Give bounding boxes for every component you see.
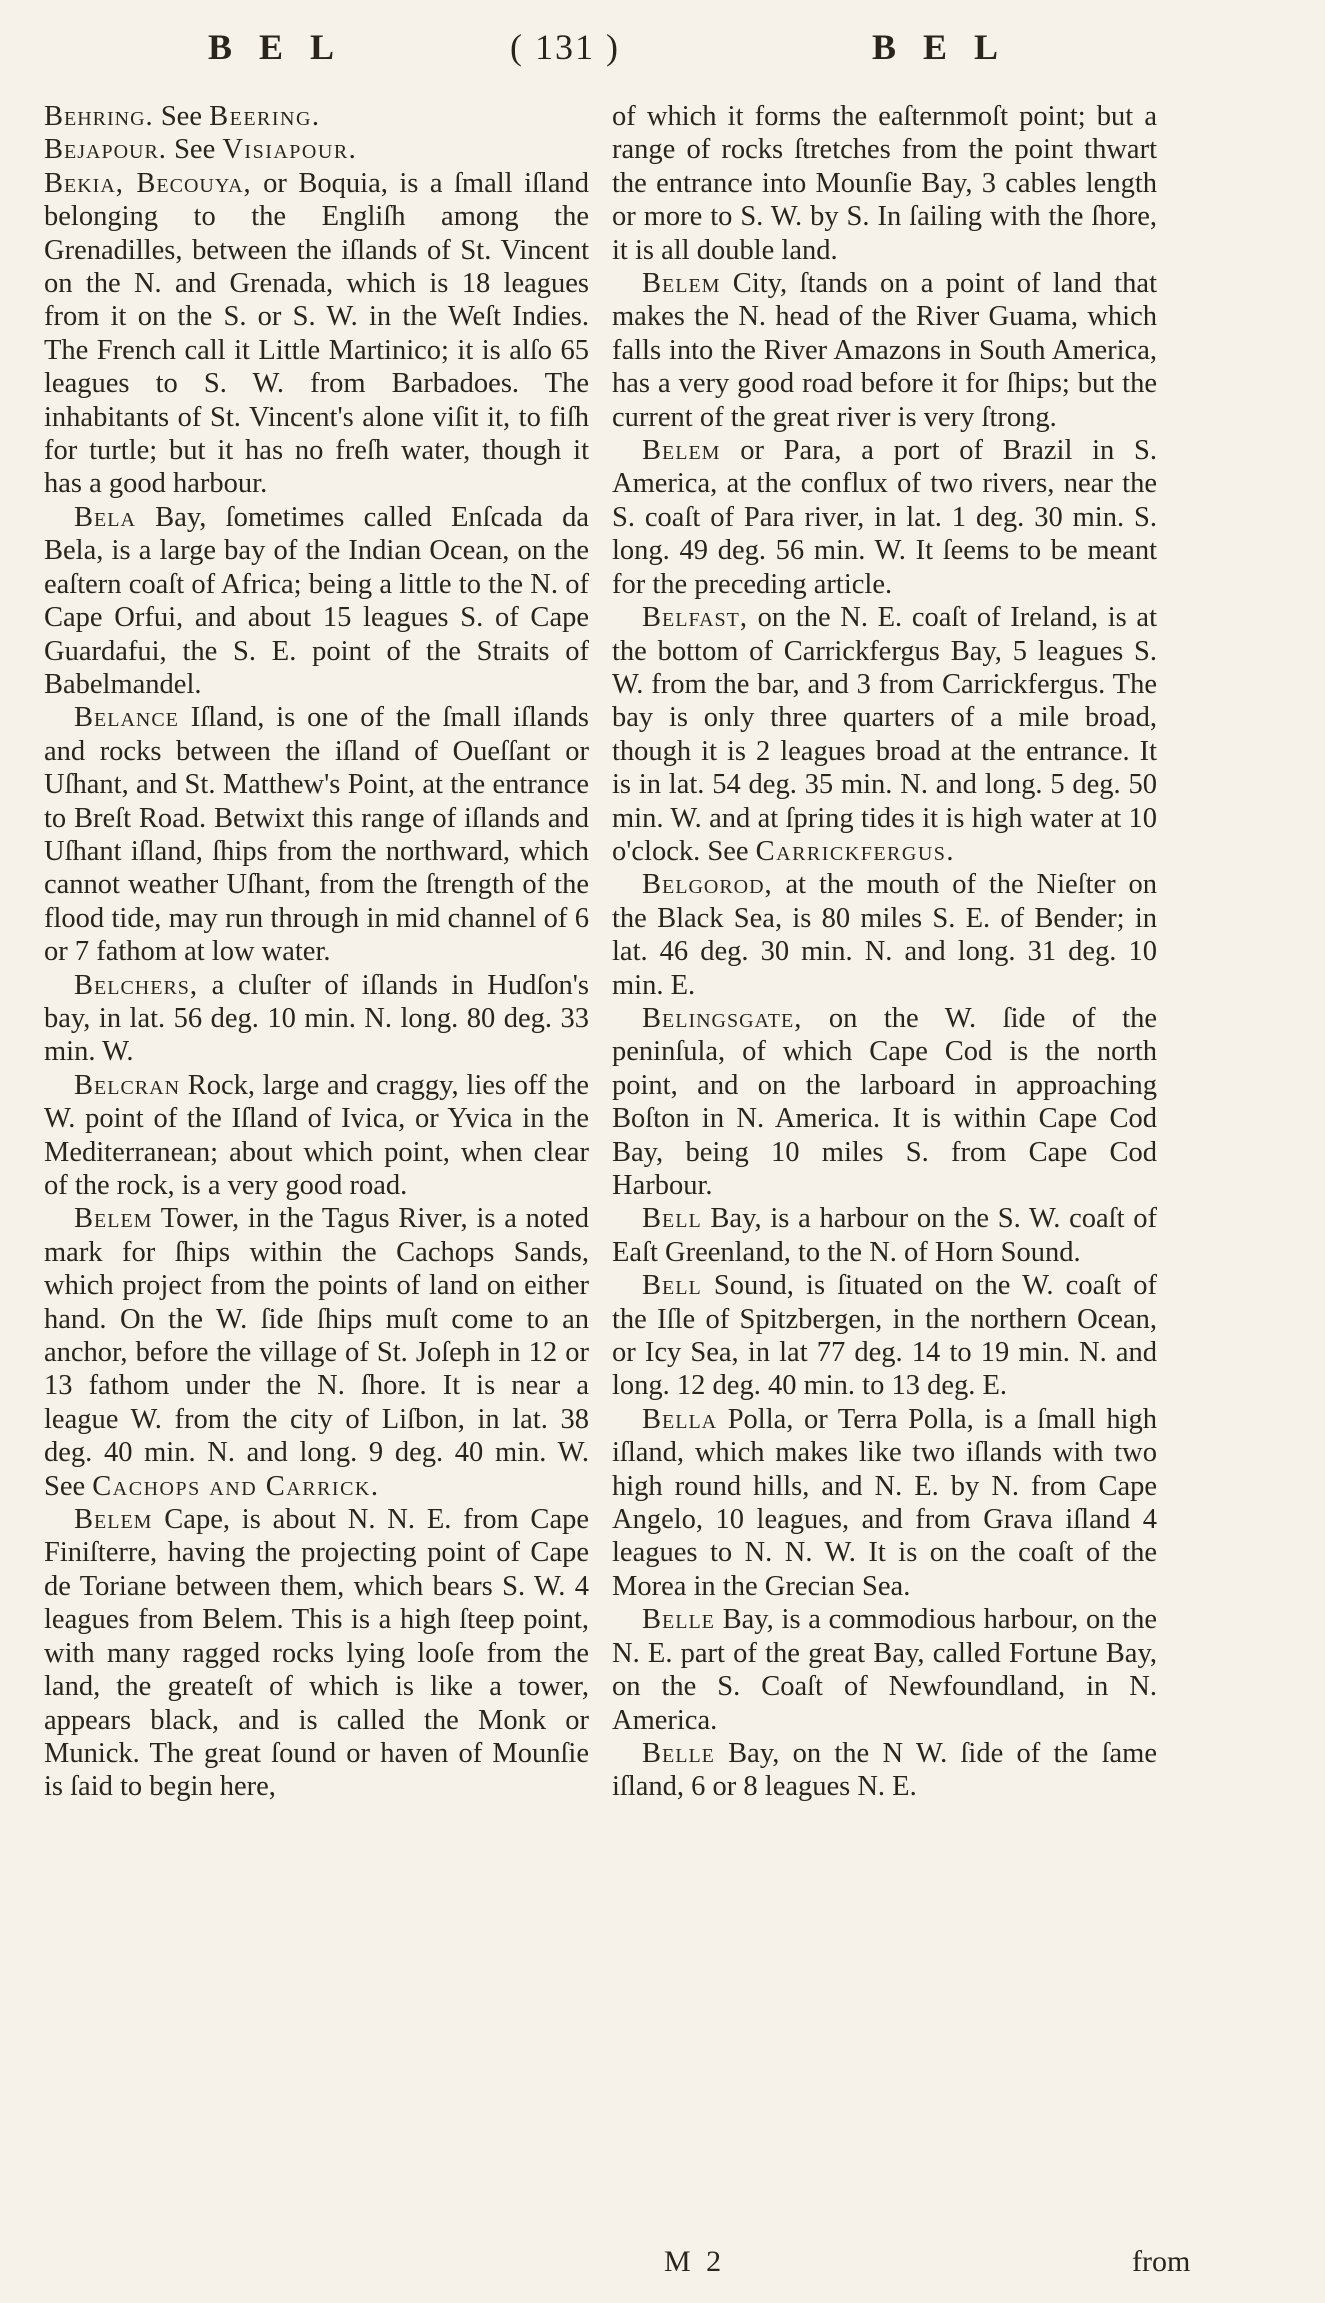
entry-headword: Bell	[642, 1203, 702, 1235]
entry-headword: Bekia, Becouya,	[44, 167, 252, 199]
entry-text: City, ſtands on a point of land that makes the N. head of the River Guama, which falls into the River Amazons in South America, has a very good road before it for ſhips; but the current of the great river is very ſtrong.	[612, 268, 1157, 433]
entry-text: Bay, on the N W. ſide of the ſame iſland, 6 or 8 leagues N. E.	[612, 1737, 1157, 1803]
dictionary-entry	[44, 501, 589, 701]
header-left-keyword: B E L	[208, 27, 344, 67]
catchword: from	[1132, 2245, 1191, 2278]
entry-text: See	[166, 134, 223, 166]
dictionary-entry	[612, 100, 1157, 267]
entry-headword: Belfast,	[642, 602, 748, 634]
entry-text: Bay, is a harbour on the S. W. coaſt of Eaſt Greenland, to the N. of Horn Sound.	[612, 1203, 1157, 1268]
entry-headword: Belle	[642, 1737, 715, 1769]
entry-text: of which it forms the eaſternmoſt point; but a range of rocks ſtretches from the point thwart the entrance into Mounſie Bay, 3 cables length or more to S. W. by S. In ſailing with the ſhore, it is all double land.	[612, 101, 1157, 266]
entry-headword: Bella	[642, 1403, 718, 1435]
header-right-keyword: B E L	[872, 27, 1008, 67]
entry-headword: Belem	[74, 1504, 153, 1536]
entry-text: a cluſter of iſlands in Hudſon's bay, in lat. 56 deg. 10 min. N. long. 80 deg. 33 min. W.	[44, 969, 589, 1068]
entry-text: at the mouth of the Nieſter on the Black Sea, is 80 miles S. E. of Bender; in lat. 46 deg. 30 min. N. and long. 31 deg. 10 min. E.	[612, 869, 1157, 1001]
dictionary-entry	[612, 1603, 1157, 1737]
entry-cross-reference: Beering.	[209, 101, 321, 132]
entry-text: Bay, is a commodious harbour, on the N. E. part of the great Bay, called Fortune Bay, on the S. Coaſt of Newfoundland, in N. America.	[612, 1604, 1157, 1736]
entry-text: Sound, is ſituated on the W. coaſt of the Iſle of Spitzbergen, in the northern Ocean, or Icy Sea, in lat 77 deg. 14 to 19 min. N. and long. 12 deg. 40 min. to 13 deg. E.	[612, 1270, 1157, 1402]
dictionary-entry	[612, 1202, 1157, 1269]
dictionary-entry	[44, 1069, 589, 1203]
entry-headword: Belance	[74, 702, 179, 734]
entry-headword: Belgorod,	[642, 869, 773, 901]
entry-text: or Boquia, is a ſmall iſland belonging to the Engliſh among the Grenadilles, between the iſlands of St. Vincent on the N. and Grenada, which is 18 leagues from it on the S. or S. W. in the Weſt Indies. The French call it Little Martinico; it is alſo 65 leagues to S. W. from Barbadoes. The inhabitants of St. Vincent's alone viſit it, to fiſh for turtle; but it has no freſh water, though it has a good harbour.	[44, 167, 589, 500]
dictionary-entry	[44, 100, 589, 133]
entry-headword: Belem	[642, 435, 721, 467]
running-header	[0, 26, 1325, 86]
entry-headword: Belem	[642, 268, 721, 300]
entry-text: Cape, is about N. N. E. from Cape Finiſterre, having the projecting point of Cape de Toriane between them, which bears S. W. 4 leagues from Belem. This is a high ſteep point, with many ragged rocks lying looſe from the land, the greateſt of which is like a tower, appears black, and is called the Monk or Munick. The great ſound or haven of Mounſie is ſaid to begin here,	[44, 1504, 589, 1803]
entry-text: Bay, ſometimes called Enſcada da Bela, is a large bay of the Indian Ocean, on the eaſtern coaſt of Africa; being a little to the N. of Cape Orfui, and about 15 leagues S. of Cape Guardafui, the S. E. point of the Straits of Babelmandel.	[44, 501, 589, 700]
entry-headword: Belingsgate,	[642, 1002, 803, 1034]
dictionary-entry	[44, 701, 589, 968]
dictionary-entry	[44, 1202, 589, 1503]
entry-headword: Belle	[642, 1604, 715, 1636]
dictionary-entry	[44, 133, 589, 166]
dictionary-entry	[44, 969, 589, 1069]
entry-cross-reference: Cachops and Carrick.	[92, 1470, 380, 1502]
entry-text: on the N. E. coaſt of Ireland, is at the bottom of Carrickfergus Bay, 5 leagues S. W. from the bar, and 3 from Carrickfergus. The bay is only three quarters of a mile broad, though it is 2 leagues broad at the entrance. It is in lat. 54 deg. 35 min. N. and long. 5 deg. 50 min. W. and at ſpring tides it is high water at 10 o'clock. See	[612, 602, 1157, 867]
page-number: ( 131 )	[510, 27, 620, 67]
entry-headword: Belchers,	[74, 969, 199, 1001]
entry-headword: Behring.	[44, 101, 154, 132]
dictionary-entry	[612, 601, 1157, 868]
dictionary-entry	[612, 1403, 1157, 1603]
entry-headword: Bell	[642, 1270, 702, 1302]
entry-cross-reference: Carrickfergus.	[755, 835, 956, 867]
entry-text: on the W. ſide of the peninſula, of which Cape Cod is the north point, and on the larboard in approaching Boſton in N. America. It is within Cape Cod Bay, being 10 miles S. from Cape Cod Harbour.	[612, 1002, 1157, 1201]
dictionary-entry	[44, 167, 589, 501]
dictionary-entry	[612, 1002, 1157, 1202]
dictionary-entry	[612, 1737, 1157, 1804]
left-column	[44, 100, 589, 1804]
entry-text: See	[153, 101, 210, 132]
entry-cross-reference: Visiapour.	[222, 134, 358, 166]
dictionary-entry	[612, 434, 1157, 601]
entry-headword: Bela	[74, 501, 136, 533]
dictionary-entry	[44, 1503, 589, 1804]
right-column	[612, 100, 1157, 1804]
dictionary-entry	[612, 267, 1157, 434]
dictionary-entry	[612, 1269, 1157, 1403]
entry-headword: Bejapour.	[44, 134, 167, 166]
entry-text: or Para, a port of Brazil in S. America, at the conflux of two rivers, near the S. coaſt of Para river, in lat. 1 deg. 30 min. S. long. 49 deg. 56 min. W. It ſeems to be meant for the preceding article.	[612, 435, 1157, 600]
page-footer	[0, 2245, 1325, 2285]
entry-headword: Belem	[74, 1203, 153, 1235]
entry-headword: Belcran	[74, 1069, 181, 1101]
entry-text: Tower, in the Tagus River, is a noted mark for ſhips within the Cachops Sands, which project from the points of land on either hand. On the W. ſide ſhips muſt come to an anchor, before the village of St. Joſeph in 12 or 13 fathom under the N. ſhore. It is near a league W. from the city of Liſbon, in lat. 38 deg. 40 min. N. and long. 9 deg. 40 min. W. See	[44, 1203, 589, 1502]
entry-text: Iſland, is one of the ſmall iſlands and rocks between the iſland of Oueſſant or Uſhant, and St. Matthew's Point, at the entrance to Breſt Road. Betwixt this range of iſlands and Uſhant iſland, ſhips from the northward, which cannot weather Uſhant, from the ſtrength of the flood tide, may run through in mid channel of 6 or 7 fathom at low water.	[44, 702, 589, 968]
entry-text: Rock, large and craggy, lies off the W. point of the Iſland of Ivica, or Yvica in the Mediterranean; about which point, when clear of the rock, is a very good road.	[44, 1069, 589, 1201]
entry-text: Polla, or Terra Polla, is a ſmall high iſland, which makes like two iſlands with two high round hills, and N. E. by N. from Cape Angelo, 10 leagues, and from Grava iſland 4 leagues to N. N. W. It is on the coaſt of the Morea in the Grecian Sea.	[612, 1403, 1157, 1602]
dictionary-entry	[612, 868, 1157, 1002]
signature-mark: M 2	[664, 2245, 726, 2278]
